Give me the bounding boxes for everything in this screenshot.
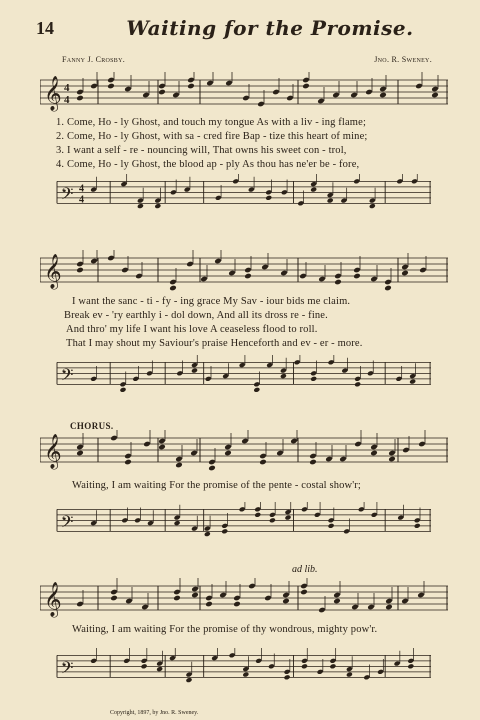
note-head bbox=[110, 595, 118, 602]
note-head bbox=[354, 381, 361, 387]
note-head bbox=[254, 512, 261, 518]
time-signature-bottom: 4 bbox=[64, 94, 70, 106]
treble-staff-2 bbox=[40, 250, 448, 298]
note-head bbox=[242, 672, 249, 678]
note-head bbox=[414, 523, 421, 529]
note-head bbox=[384, 285, 392, 292]
lyric-verse-4-line-2: That I may shout my Saviour's praise Henceforth and ev - er - more. bbox=[66, 338, 363, 349]
note-head bbox=[107, 83, 115, 90]
note-head bbox=[370, 450, 378, 457]
lyric-verse-3-line-2: And thro' my life I want his love A ceaseless flood to roll. bbox=[66, 324, 318, 335]
note-head bbox=[327, 198, 334, 204]
hymn-title: Waiting for the Promise. bbox=[126, 16, 414, 40]
note-head bbox=[401, 270, 409, 277]
note-head bbox=[310, 376, 317, 382]
note-head bbox=[310, 187, 317, 193]
note-head bbox=[333, 598, 341, 605]
note-head bbox=[174, 520, 181, 526]
note-head bbox=[191, 368, 198, 374]
note-head bbox=[379, 92, 387, 99]
copyright-notice: Copyright, 1897, by Jno. R. Sweney. bbox=[110, 710, 199, 716]
lyric-verse-2-line-2: Break ev - 'ry earthly i - dol down, And all its dross re - fine. bbox=[64, 310, 328, 321]
bass-clef-icon: 𝄢 bbox=[60, 183, 74, 208]
note-head bbox=[76, 267, 84, 274]
chorus-lyric-line-2: Waiting, I am waiting For the promise of thy wondrous, mighty pow'r. bbox=[72, 624, 378, 635]
note-head bbox=[285, 515, 292, 521]
note-head bbox=[187, 83, 195, 90]
time-signature-bottom: 4 bbox=[79, 194, 85, 206]
note-head bbox=[309, 459, 317, 466]
note-head bbox=[300, 589, 308, 596]
note-head bbox=[208, 465, 216, 472]
note-head bbox=[124, 459, 132, 466]
note-head bbox=[280, 373, 287, 379]
lyric-verse-3-line-1: 3. I want a self - re - nouncing will, That owns his sweet con - trol, bbox=[56, 145, 347, 156]
time-signature-top: 4 bbox=[64, 82, 70, 94]
note-head bbox=[76, 450, 84, 457]
note-head bbox=[253, 387, 260, 393]
note-head bbox=[137, 203, 144, 209]
note-head bbox=[431, 92, 439, 99]
note-head bbox=[154, 203, 161, 209]
note-head bbox=[158, 444, 166, 451]
note-head bbox=[388, 456, 396, 463]
note-head bbox=[175, 462, 183, 469]
bass-staff-2 bbox=[40, 355, 448, 399]
note-head bbox=[353, 273, 361, 280]
note-head bbox=[259, 459, 267, 466]
note-head bbox=[233, 601, 241, 608]
ad-lib-marking: ad lib. bbox=[292, 564, 318, 575]
note-head bbox=[120, 387, 127, 393]
treble-staff-3 bbox=[40, 430, 448, 478]
bass-staff-4 bbox=[40, 648, 448, 692]
note-head bbox=[346, 672, 353, 678]
page-number: 14 bbox=[36, 18, 54, 38]
time-signature-top: 4 bbox=[79, 183, 85, 195]
note-head bbox=[302, 83, 310, 90]
bass-clef-icon: 𝄢 bbox=[60, 364, 74, 389]
note-head bbox=[156, 666, 163, 672]
note-head bbox=[385, 604, 393, 611]
note-head bbox=[284, 674, 291, 680]
note-head bbox=[191, 592, 199, 599]
note-head bbox=[186, 677, 193, 683]
note-head bbox=[169, 285, 177, 292]
note-head bbox=[329, 663, 336, 669]
treble-clef-icon: 𝄞 bbox=[44, 434, 62, 469]
note-head bbox=[328, 523, 335, 529]
note-head bbox=[76, 95, 84, 102]
note-head bbox=[301, 663, 308, 669]
note-head bbox=[205, 601, 213, 608]
treble-staff-4 bbox=[40, 578, 448, 626]
note-head bbox=[221, 528, 228, 534]
lyric-verse-1-line-1: 1. Come, Ho - ly Ghost, and touch my tongue As with a liv - ing flame; bbox=[56, 117, 367, 128]
note-head bbox=[173, 595, 181, 602]
note-head bbox=[407, 663, 414, 669]
chorus-lyric-line-1: Waiting, I am waiting For the promise of the pente - costal show'r; bbox=[72, 480, 361, 491]
treble-staff-1 bbox=[40, 72, 448, 120]
note-head bbox=[369, 203, 376, 209]
note-head bbox=[141, 663, 148, 669]
note-head bbox=[204, 531, 211, 537]
note-head bbox=[409, 379, 416, 385]
lyric-verse-4-line-1: 4. Come, Ho - ly Ghost, the blood ap - ply As thou has ne'er be - fore, bbox=[56, 159, 360, 170]
note-head bbox=[334, 279, 342, 286]
bass-clef-icon: 𝄢 bbox=[60, 657, 74, 682]
treble-clef-icon: 𝄞 bbox=[44, 254, 62, 289]
note-head bbox=[282, 598, 290, 605]
bass-staff-1 bbox=[40, 174, 448, 218]
treble-clef-icon: 𝄞 bbox=[44, 582, 62, 617]
lyric-verse-1-line-2: I want the sanc - ti - fy - ing grace My Sav - iour bids me claim. bbox=[72, 296, 351, 307]
note-head bbox=[244, 273, 252, 280]
note-head bbox=[269, 517, 276, 523]
note-head bbox=[224, 450, 232, 457]
note-head bbox=[265, 195, 272, 201]
treble-clef-icon: 𝄞 bbox=[44, 76, 62, 111]
lyricist-credit: Fanny J. Crosby. bbox=[62, 55, 126, 64]
chorus-label: CHORUS. bbox=[70, 421, 114, 431]
bass-clef-icon: 𝄢 bbox=[60, 511, 74, 536]
bass-staff-3 bbox=[40, 502, 448, 546]
lyric-verse-2-line-1: 2. Come, Ho - ly Ghost, with sa - cred fire Bap - tize this heart of mine; bbox=[56, 131, 368, 142]
composer-credit: Jno. R. Sweney. bbox=[374, 55, 432, 64]
note-head bbox=[158, 89, 166, 96]
